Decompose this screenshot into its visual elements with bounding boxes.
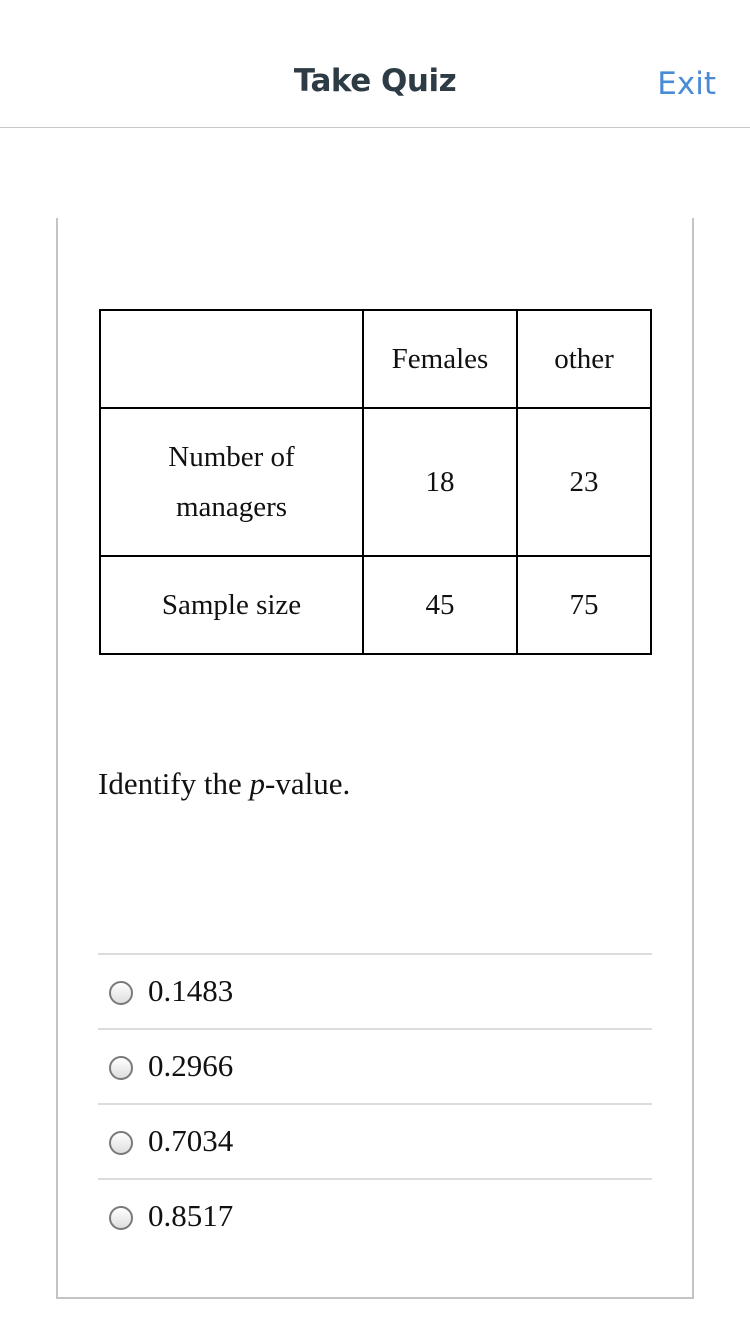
- radio-button[interactable]: [109, 1131, 133, 1155]
- radio-button[interactable]: [109, 981, 133, 1005]
- table-row: [100, 556, 651, 654]
- row-label-sample-size: Sample size: [100, 556, 363, 654]
- question-variable: p: [249, 766, 266, 801]
- answer-option-2[interactable]: [98, 1028, 652, 1103]
- exit-button[interactable]: Exit: [657, 66, 716, 102]
- data-table: [99, 309, 652, 655]
- table-header-other: other: [517, 310, 651, 408]
- quiz-header: [0, 0, 750, 128]
- answer-option-3[interactable]: [98, 1103, 652, 1178]
- table-header-row: [100, 310, 651, 408]
- cell-managers-females: 18: [363, 408, 517, 556]
- table-header-females: Females: [363, 310, 517, 408]
- row-label-managers: [100, 408, 363, 556]
- answer-options: [98, 953, 652, 1253]
- cell-sample-females: 45: [363, 556, 517, 654]
- answer-option-1[interactable]: [98, 953, 652, 1028]
- question-suffix: -value.: [265, 766, 351, 801]
- page-title: Take Quiz: [293, 63, 457, 99]
- answer-label[interactable]: 0.8517: [148, 1198, 234, 1233]
- answer-option-4[interactable]: [98, 1178, 652, 1253]
- row-label-line2: managers: [175, 491, 288, 523]
- question-text: [98, 766, 350, 802]
- answer-label[interactable]: 0.1483: [148, 973, 234, 1008]
- question-prefix: Identify the: [98, 766, 250, 801]
- answer-label[interactable]: 0.7034: [148, 1123, 234, 1158]
- cell-managers-other: 23: [517, 408, 651, 556]
- cell-sample-other: 75: [517, 556, 651, 654]
- radio-button[interactable]: [109, 1056, 133, 1080]
- table-row: [100, 408, 651, 556]
- row-label-line1: Number of: [168, 441, 295, 473]
- answer-label[interactable]: 0.2966: [148, 1048, 234, 1083]
- table-header-empty: [100, 310, 363, 408]
- radio-button[interactable]: [109, 1206, 133, 1230]
